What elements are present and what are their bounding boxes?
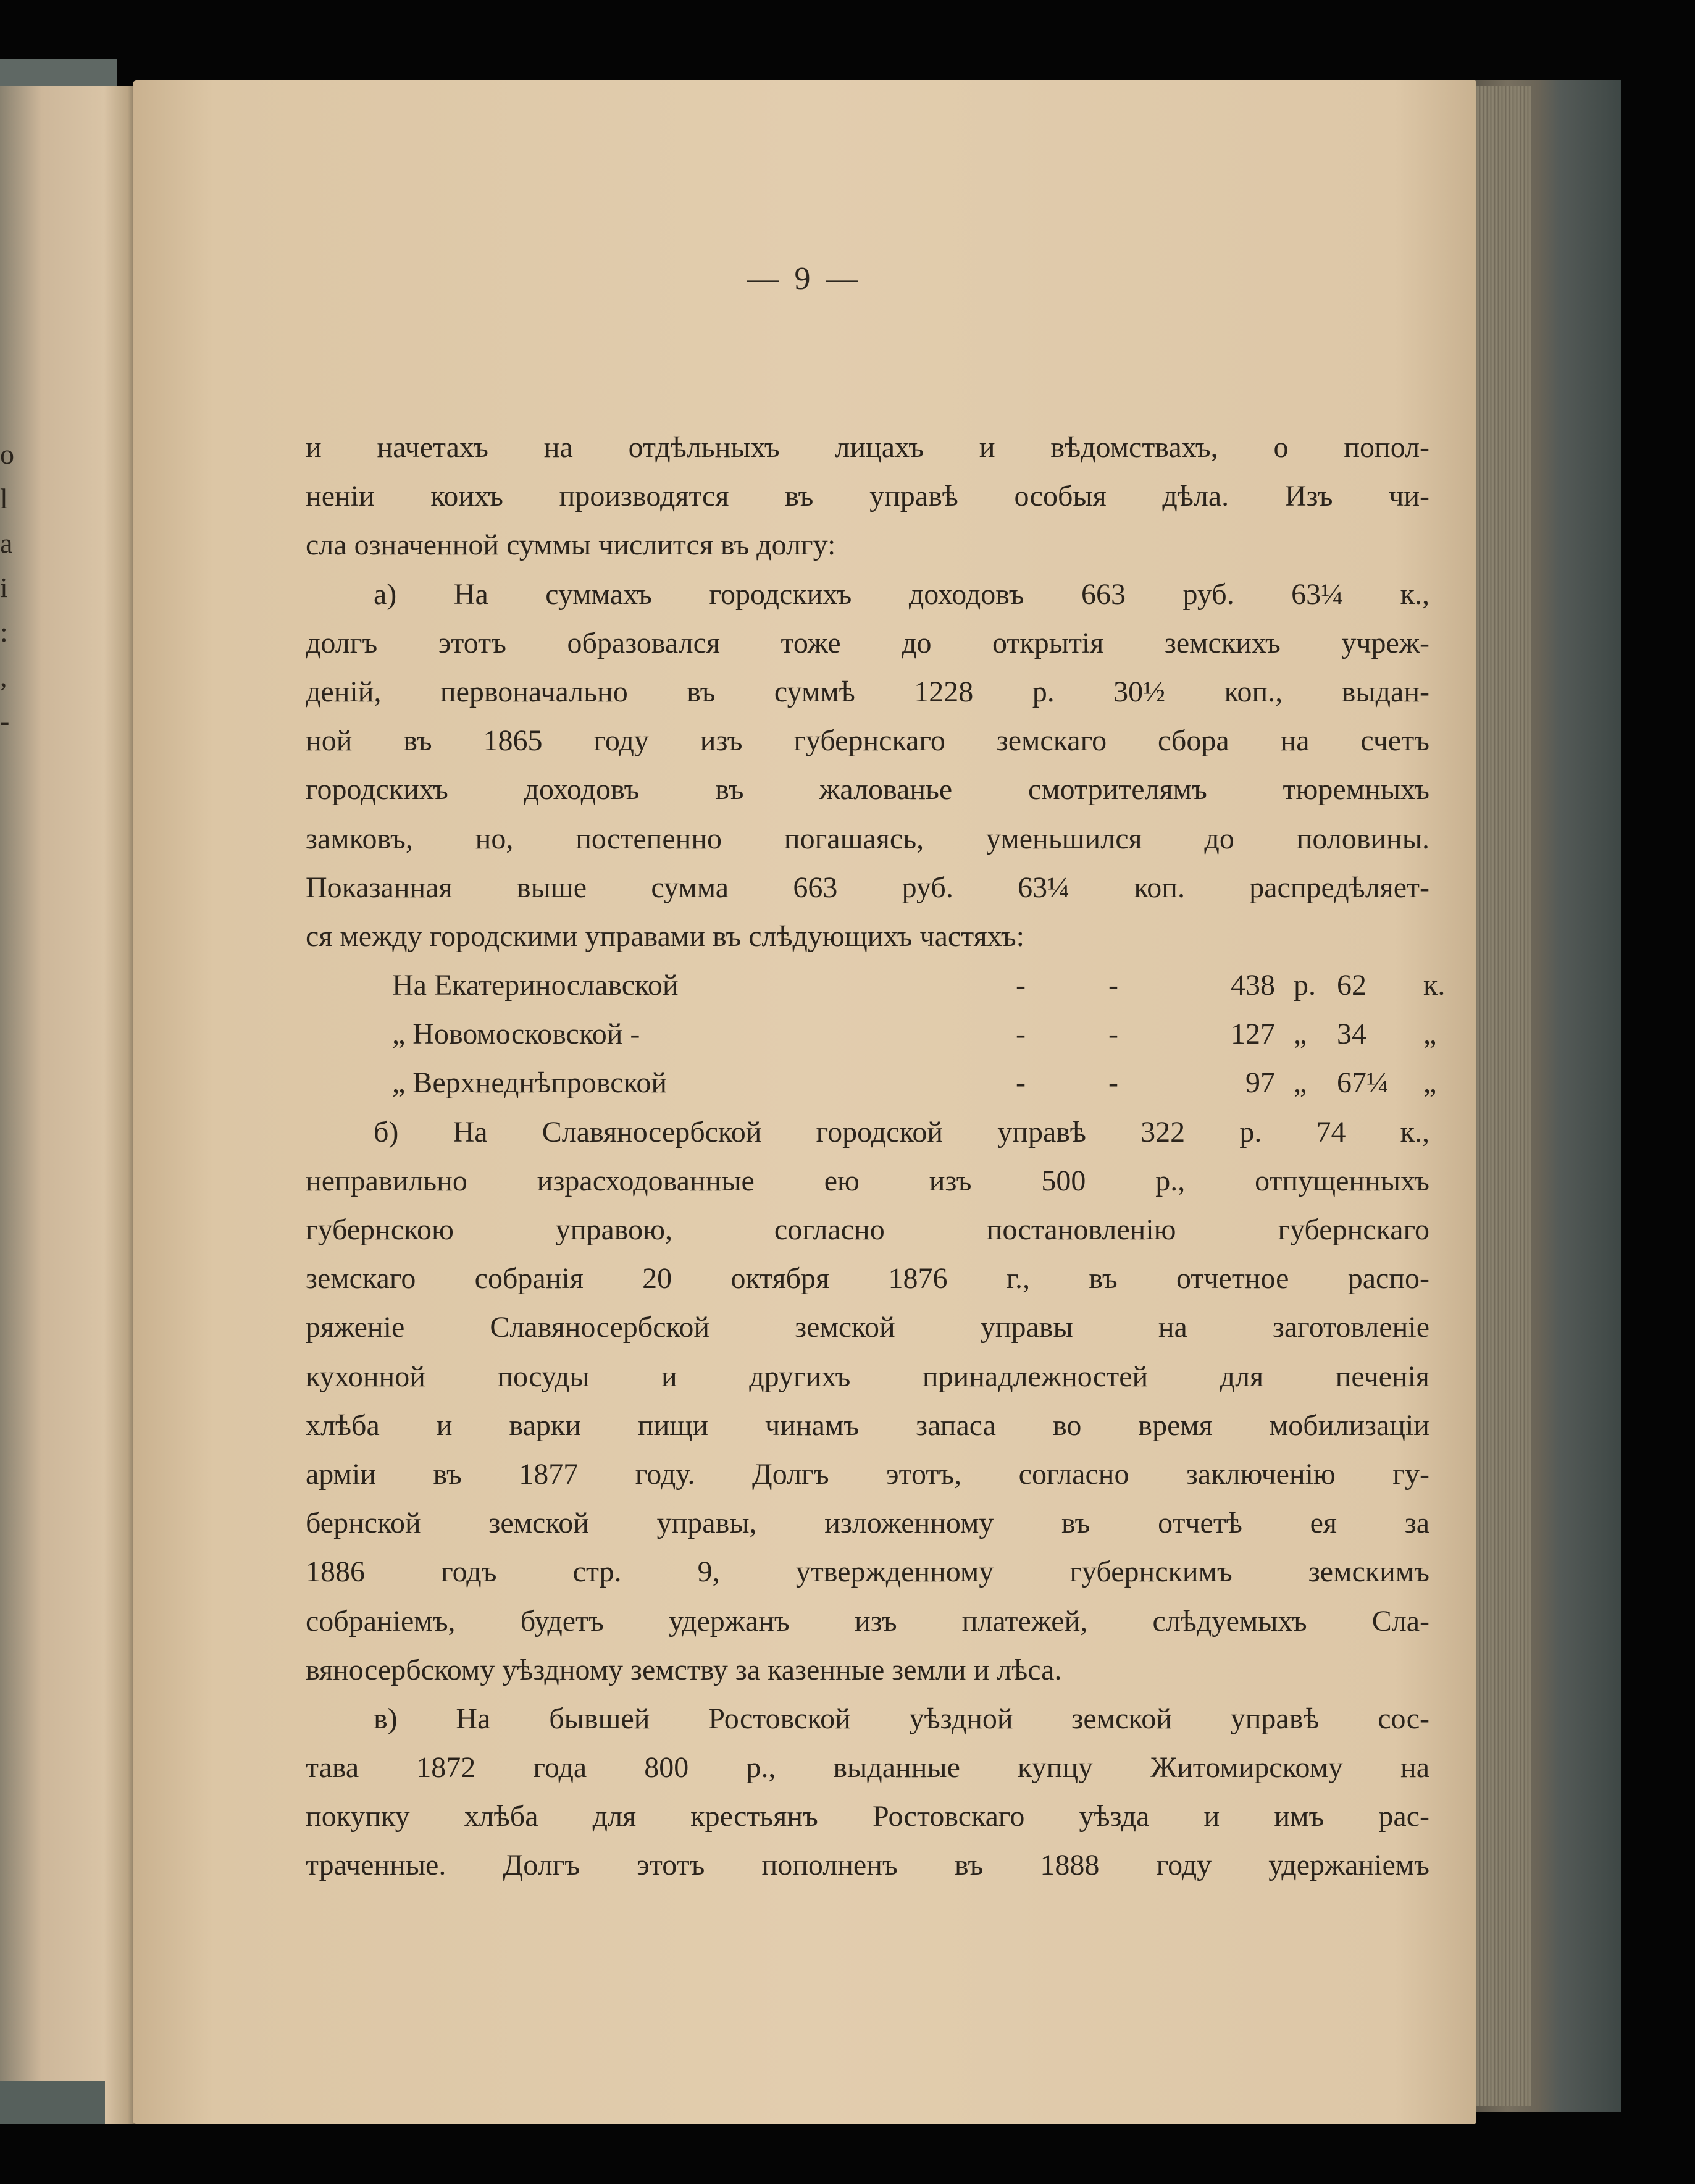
margin-fragment: а xyxy=(0,527,13,559)
table-ruble-unit: „ xyxy=(1294,1018,1307,1051)
table-dash: - xyxy=(1108,1066,1118,1100)
text-line: городскихъ доходовъ въ жалованье смотрителямъ тюремныхъ xyxy=(306,773,1429,806)
table-dash: - xyxy=(1108,969,1118,1002)
table-dash: - xyxy=(1016,969,1026,1002)
table-rubles: 97 xyxy=(1245,1066,1275,1100)
text-line: вяносербскому уѣздному земству за казенные земли и лѣса. xyxy=(306,1653,1062,1686)
table-dash: - xyxy=(1108,1018,1118,1051)
text-line: ряженіе Славяносербской земской управы на заготовленіе xyxy=(306,1311,1429,1344)
table-rubles: 438 xyxy=(1231,969,1275,1002)
text-line: траченные. Долгъ этотъ пополненъ въ 1888 году удержаніемъ xyxy=(306,1849,1429,1882)
left-margin-fragments xyxy=(0,432,25,743)
text-line: и начетахъ на отдѣльныхъ лицахъ и вѣдомствахъ, о попол- xyxy=(306,431,1429,464)
table-row xyxy=(306,1010,1437,1058)
margin-fragment: о xyxy=(0,438,14,470)
text-line: Показанная выше сумма 663 руб. 63¼ коп. распредѣляет- xyxy=(306,871,1429,904)
text-line: долгъ этотъ образовался тоже до открытія земскихъ учреж- xyxy=(306,626,1429,659)
text-line: неправильно израсходованные ею изъ 500 р., отпущенныхъ xyxy=(306,1164,1429,1197)
table-kopeck-unit: „ xyxy=(1423,1066,1437,1100)
left-binding-bottom xyxy=(0,2081,105,2124)
text-line: в) На бывшей Ростовской уѣздной земской управѣ сос- xyxy=(374,1702,1429,1735)
margin-fragment: : xyxy=(0,616,8,648)
text-line: арміи въ 1877 году. Долгъ этотъ, согласно заключенію гу- xyxy=(306,1457,1429,1491)
text-line: кухонной посуды и другихъ принадлежностей для печенія xyxy=(306,1360,1429,1393)
text-line: а) На суммахъ городскихъ доходовъ 663 руб. 63¼ к., xyxy=(374,577,1429,611)
page-number: — 9 — xyxy=(747,261,862,296)
text-line: губернскою управою, согласно постановленію губернскаго xyxy=(306,1213,1429,1246)
margin-fragment: - xyxy=(0,705,10,737)
margin-fragment: , xyxy=(0,661,7,692)
text-line: собраніемъ, будетъ удержанъ изъ платежей, слѣдуемыхъ Сла- xyxy=(306,1604,1429,1638)
text-line: покупку хлѣба для крестьянъ Ростовскаго уѣзда и имъ рас- xyxy=(306,1800,1429,1833)
page-body xyxy=(306,423,1446,1890)
text-line: хлѣба и варки пищи чинамъ запаса во время мобилизаціи xyxy=(306,1408,1429,1442)
table-ruble-unit: р. xyxy=(1294,969,1316,1002)
text-line: 1886 годъ стр. 9, утвержденному губернскимъ земскимъ xyxy=(306,1555,1429,1589)
text-line: деній, первоначально въ суммѣ 1228 р. 30½ коп., выдан- xyxy=(306,675,1429,708)
margin-fragment: l xyxy=(0,483,8,514)
text-line: неніи коихъ производятся въ управѣ особыя дѣла. Изъ чи- xyxy=(306,480,1429,513)
text-line: замковъ, но, постепенно погашаясь, уменьшился до половины. xyxy=(306,822,1429,855)
text-line: земскаго собранія 20 октября 1876 г., въ отчетное распо- xyxy=(306,1262,1429,1295)
page-stack-edge xyxy=(1473,86,1531,2106)
table-dash: - xyxy=(1016,1066,1026,1100)
text-line: тава 1872 года 800 р., выданные купцу Житомирскому на xyxy=(306,1751,1429,1784)
table-row xyxy=(306,961,1446,1010)
document-page xyxy=(133,80,1476,2124)
table-kopeck-unit: „ xyxy=(1423,1018,1437,1051)
text-line: сла означенной суммы числится въ долгу: xyxy=(306,529,836,562)
table-ruble-unit: „ xyxy=(1294,1066,1307,1100)
table-kopecks: 34 xyxy=(1337,1018,1366,1051)
text-line: б) На Славяносербской городской управѣ 322 р. 74 к., xyxy=(374,1115,1429,1148)
margin-fragment: i xyxy=(0,572,8,603)
table-label: „ Верхнеднѣпровской xyxy=(392,1066,668,1100)
table-rubles: 127 xyxy=(1231,1018,1275,1051)
text-line: бернской земской управы, изложенному въ отчетѣ ея за xyxy=(306,1507,1429,1540)
table-kopeck-unit: к. xyxy=(1423,969,1446,1002)
left-page-edge xyxy=(0,86,139,2124)
text-line: ной въ 1865 году изъ губернскаго земскаго сбора на счетъ xyxy=(306,724,1429,758)
table-kopecks: 67¼ xyxy=(1337,1066,1389,1100)
table-label: На Екатеринославской xyxy=(392,969,679,1002)
table-row xyxy=(306,1058,1437,1107)
text-line: ся между городскими управами въ слѣдующихъ частяхъ: xyxy=(306,919,1024,953)
table-kopecks: 62 xyxy=(1337,969,1366,1002)
table-dash: - xyxy=(1016,1018,1026,1051)
table-label: „ Новомосковской - xyxy=(392,1018,640,1051)
